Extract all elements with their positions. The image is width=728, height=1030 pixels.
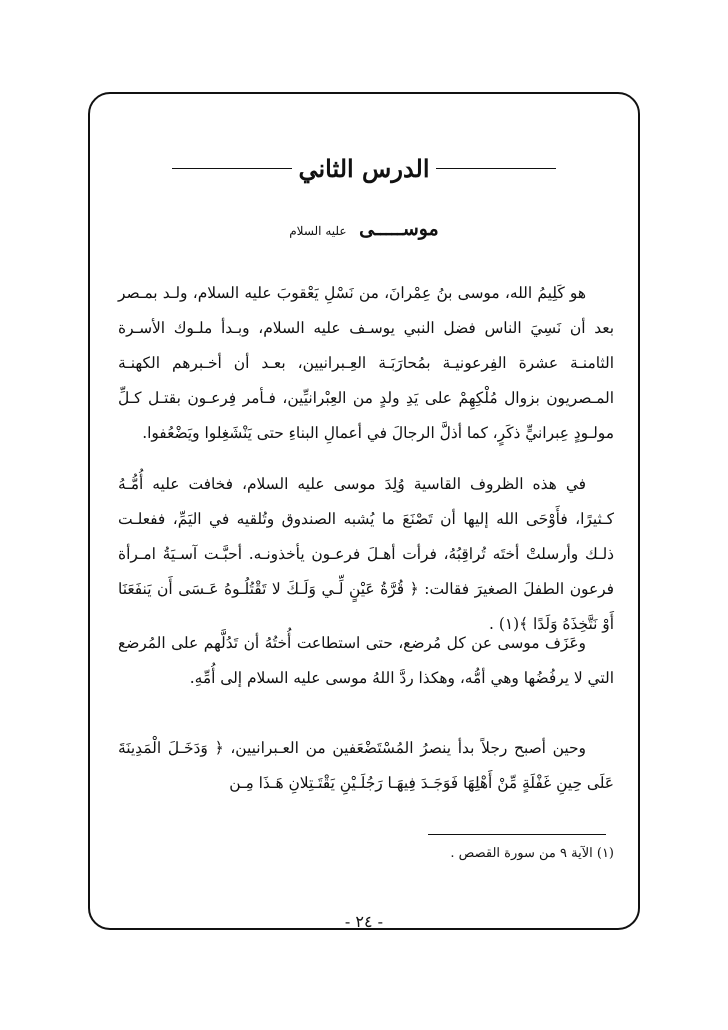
paragraph-text: في هذه الظروف القاسية وُلِدَ موسى عليه السلام، فخافت عليه أُمُّـهُ كـثيرًا، فأَوْحَى الله إليها أن تَصْنَعَ ما يُشبه الصندوق وتُلقيه في اليَمِّ، ففعلـت ذلـك وأرسلتْ أختَه تُراقِبُهُ، فرأت أهـلَ فرعـون يأخذونـه. أحبَّـت آسـيَةُ امـرأة فرعون الطفلَ الصغيرَ فقالت: ﴿ قُرَّةُ عَيْنٍ لِّـي وَلَـكَ لا تَقْتُلُـوهُ عَـسَى أَن يَنفَعَنَا أَوْ نَتَّخِذَهُ وَلَدًا ﴾(١) . (118, 475, 614, 633)
header-rule-right (436, 168, 556, 169)
section-subtitle (0, 218, 728, 240)
paragraph-2 (118, 467, 614, 642)
footnote: (١) الآية ٩ من سورة القصص . (450, 846, 614, 861)
header-rule-left (172, 168, 292, 169)
paragraph-text: هو كَلِيمُ الله، موسى بنُ عِمْرانَ، من نَسْلِ يَعْقوبَ عليه السلام، ولـد بمـصر بعد أن نَسِيَ الناس فضل النبي يوسـف عليه السلام، وبـدأ ملـوك الأسـرة الثامنـة عشرة الفِرعونيـة بمُحارَبَـة العِـبرانيين، بعـد أن أخـبرهم الكهنـة المـصريون بزوال مُلْكِهِمْ على يَدِ ولدٍ من العِبْرانيِّين، فـأمر فِرعـون بقتـل كـلِّ مولـودٍ عِبرانيٍّ ذكَرٍ، كما أذلَّ الرجالَ في أعمالِ البناءِ حتى يَنْشَغِلوا ويَضْعُفوا. (118, 284, 614, 442)
subtitle-text: موســـــى (359, 218, 439, 240)
lesson-header (0, 148, 728, 188)
paragraph-4 (118, 731, 614, 801)
paragraph-1 (118, 276, 614, 451)
lesson-title: الدرس الثاني (298, 153, 430, 183)
footnote-divider (428, 834, 606, 835)
paragraph-3 (118, 626, 614, 696)
paragraph-text: وحين أصبح رجلاً بدأ ينصرُ المُسْتَضْعَفين من العـبرانيين، ﴿ وَدَخَـلَ الْمَدِينَةَ عَلَى حِينِ غَفْلَةٍ مِّنْ أَهْلِهَا فَوَجَـدَ فِيهَـا رَجُلَـيْنِ يَقْتَـتِلانِ هَـذَا مِـن (118, 739, 614, 792)
honorific-glyph: عليه السلام (289, 224, 347, 238)
paragraph-text: وعَزَف موسى عن كل مُرضع، حتى استطاعت أُختُهُ أن تَدُلَّهم على المُرضع التي لا يرفُضُها وهي أمُّه، وهكذا ردَّ اللهُ موسى عليه السلام إلى أُمِّهِ. (118, 634, 614, 687)
page-number: - ٢٤ - (344, 912, 384, 931)
